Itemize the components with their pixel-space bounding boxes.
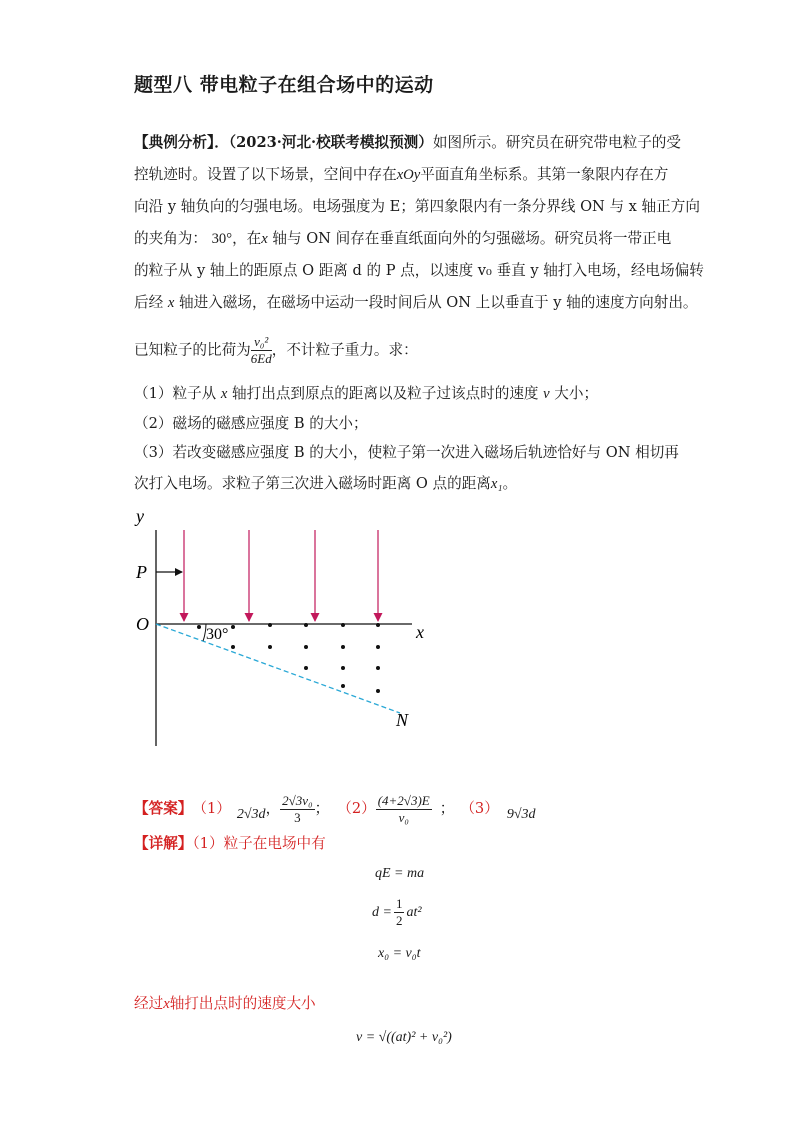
eq2-right: at² xyxy=(406,904,422,920)
symbol-x: x xyxy=(167,295,175,311)
ratio-numerator: v₀² xyxy=(251,334,272,351)
solution-line-2 xyxy=(134,995,316,1013)
answer-1-speed-den: 3 xyxy=(294,809,301,825)
symbol-v: v xyxy=(543,386,550,402)
field-dot xyxy=(268,623,272,627)
answer-1-distance: 2√3d xyxy=(236,807,266,822)
answer-2-num: (4+2√3)E xyxy=(377,792,430,808)
symbol-x: x xyxy=(163,996,170,1012)
field-dot xyxy=(304,645,308,649)
intro-line-2 xyxy=(134,166,668,184)
question-3-line-2: 次打入电场。求粒子第三次进入磁场时距离 O 点的距离x₁。 xyxy=(134,475,518,492)
field-dot xyxy=(304,623,308,627)
intro-text-6b: 轴进入磁场，在磁场中运动一段时间后从 ON 上以垂直于 y 轴的速度方向射出。 xyxy=(178,294,698,311)
intro-text-2a: 控轨迹时。设置了以下场景，空间中存在 xyxy=(134,166,397,183)
intro-text-4a: 的夹角为： xyxy=(134,230,207,247)
answer-line xyxy=(134,787,536,831)
source-tag: （2023·河北·校联考模拟预测） xyxy=(228,134,433,151)
label-o: O xyxy=(136,614,149,634)
answer-tag: 【答案】 xyxy=(134,800,193,817)
field-dot xyxy=(376,666,380,670)
given-line xyxy=(134,334,418,367)
solution-text-2a: 经过 xyxy=(134,995,164,1012)
field-dot xyxy=(231,645,235,649)
solution-line-1 xyxy=(134,835,326,853)
boundary-on xyxy=(156,624,400,713)
solution-step-1: （1）粒子在电场中有 xyxy=(192,835,326,852)
answer-part-3-label: （3） xyxy=(460,800,499,817)
answer-separator: ， xyxy=(265,800,281,817)
intro-text-1: 如图所示。研究员在研究带电粒子的受 xyxy=(432,134,681,151)
eq2-num: 1 xyxy=(395,896,403,911)
label-y: y xyxy=(136,506,144,526)
intro-text-2b: 平面直角坐标系。其第一象限内存在方 xyxy=(420,166,669,183)
q1-text-c: 大小； xyxy=(554,385,599,402)
answer-2-den: v₀ xyxy=(398,809,409,825)
answer-1-speed-num: 2√3v₀ xyxy=(282,792,313,808)
answer-part-1-label: （1） xyxy=(192,800,231,817)
label-angle: 30° xyxy=(206,626,229,643)
intro-line-1 xyxy=(134,134,681,152)
equation-horizontal: x₀ = v₀t xyxy=(378,946,421,961)
equation-force: qE = ma xyxy=(375,866,425,881)
answer-semicolon: ； xyxy=(439,800,455,817)
equation-velocity: v = √((at)² + v₀²) xyxy=(356,1030,452,1045)
example-tag: 【典例分析】． xyxy=(134,134,229,151)
field-dot xyxy=(341,645,345,649)
field-dot xyxy=(197,625,201,629)
label-x: x xyxy=(416,622,424,642)
intro-line-3: 向沿 y 轴负向的匀强电场。电场强度为 E；第四象限内有一条分界线 ON 与 x 轴正方向 xyxy=(134,198,700,215)
intro-line-6 xyxy=(134,294,698,312)
symbol-x1: x₁ xyxy=(490,476,503,492)
label-n: N xyxy=(396,710,409,730)
question-1 xyxy=(134,385,598,403)
page-title: 题型八 带电粒子在组合场中的运动 xyxy=(134,74,434,96)
eq2-den: 2 xyxy=(395,913,403,928)
intro-text-4c: ，在 xyxy=(232,230,262,247)
question-2: （2）磁场的磁感应强度 B 的大小； xyxy=(134,415,368,432)
answer-2-field xyxy=(376,793,432,826)
intro-line-4 xyxy=(134,230,671,248)
intro-line-5: 的粒子从 y 轴上的距原点 O 距离 d 的 P 点，以速度 v₀ 垂直 y 轴打入电场，经电场偏转 xyxy=(134,262,704,279)
field-dot xyxy=(376,645,380,649)
eq2-left: d = xyxy=(372,904,392,920)
field-dot xyxy=(341,666,345,670)
equation-displacement xyxy=(372,896,422,929)
solution-text-2b: 轴打出点时的速度大小 xyxy=(169,995,316,1012)
given-suffix: ，不计粒子重力。求： xyxy=(271,341,418,359)
field-dot xyxy=(376,689,380,693)
charge-mass-ratio xyxy=(251,334,272,367)
label-p: P xyxy=(136,562,147,582)
field-dot xyxy=(376,623,380,627)
ratio-denominator: 6Ed xyxy=(250,351,272,366)
answer-part-2-label: （2） xyxy=(337,800,376,817)
symbol-xoy: xOy xyxy=(396,167,421,183)
field-diagram xyxy=(126,500,446,752)
angle-value: 30° xyxy=(211,231,233,247)
q3-text-b: 次打入电场。求粒子第三次进入磁场时距离 O 点的距离 xyxy=(134,475,491,492)
intro-text-6a: 后经 xyxy=(134,294,164,311)
field-dot xyxy=(268,645,272,649)
field-dot xyxy=(341,623,345,627)
symbol-x: x xyxy=(261,231,268,247)
solution-tag: 【详解】 xyxy=(134,835,193,852)
eq2-fraction xyxy=(394,896,405,929)
question-3-line-1: （3）若改变磁感应强度 B 的大小，使粒子第一次进入磁场后轨迹恰好与 ON 相切再 xyxy=(134,444,679,461)
answer-1-speed xyxy=(280,793,314,826)
field-dot xyxy=(304,666,308,670)
symbol-x: x xyxy=(220,386,228,402)
q1-text-a: （1）粒子从 xyxy=(134,385,217,402)
answer-semicolon: ； xyxy=(314,800,330,817)
given-prefix: 已知粒子的比荷为 xyxy=(134,341,251,359)
field-dot xyxy=(231,625,235,629)
q1-text-b: 轴打出点到原点的距离以及粒子过该点时的速度 xyxy=(232,385,539,402)
intro-text-4d: 轴与 ON 间存在垂直纸面向外的匀强磁场。研究员将一带正电 xyxy=(272,230,672,247)
field-dot xyxy=(341,684,345,688)
answer-3-distance: 9√3d xyxy=(506,807,536,822)
